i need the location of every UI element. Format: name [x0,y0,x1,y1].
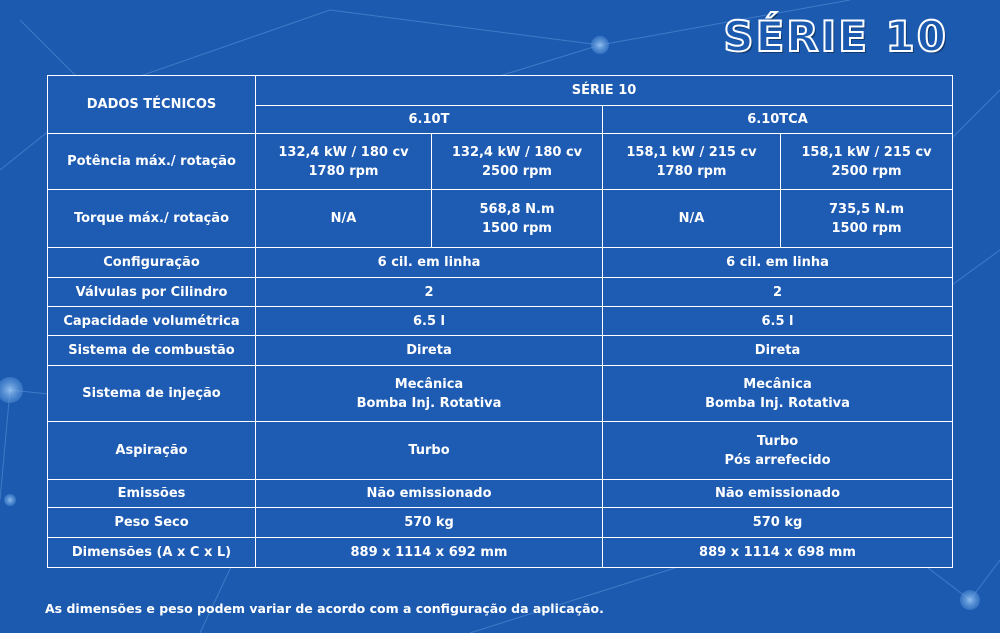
cell [781,134,953,190]
row-label: Torque máx./ rotação [48,190,256,248]
cell: N/A [256,190,432,248]
row-label: Peso Seco [48,508,256,538]
cell-line: 2500 rpm [831,163,902,179]
cell-line: 158,1 kW / 215 cv [626,144,757,160]
cell: Não emissionado [256,480,603,508]
table-row [48,278,953,307]
header-label: DADOS TÉCNICOS [86,97,217,112]
cell-line: 735,5 N.m [829,201,905,217]
cell-line: Bomba Inj. Rotativa [705,395,850,411]
model-header-6-10t: 6.10T [256,106,603,134]
header-dados-tecnicos [48,76,256,134]
cell-line: Bomba Inj. Rotativa [356,395,502,411]
table-row [48,307,953,336]
cell: 6 cil. em linha [256,248,603,278]
cell-line: 158,1 kW / 215 cv [801,144,932,160]
cell-line: Pós arrefecido [724,452,831,468]
cell-line: Turbo [756,433,799,449]
table-row [48,336,953,366]
model-header-6-10tca: 6.10TCA [603,106,953,134]
row-label: Dimensões (A x C x L) [48,538,256,568]
cell: 2 [603,278,953,307]
row-label: Válvulas por Cilindro [48,278,256,307]
row-label: Capacidade volumétrica [48,307,256,336]
cell-line: 568,8 N.m [479,201,555,217]
cell-line: 1500 rpm [831,220,902,236]
cell [432,190,603,248]
row-label: Emissões [48,480,256,508]
table-row [48,366,953,422]
cell [256,134,432,190]
row-label: Aspiração [48,422,256,480]
cell: 570 kg [603,508,953,538]
row-label: Sistema de injeção [48,366,256,422]
cell: 889 x 1114 x 698 mm [603,538,953,568]
cell: 6 cil. em linha [603,248,953,278]
row-label: Potência máx./ rotação [48,134,256,190]
cell: Turbo [256,422,603,480]
cell [781,190,953,248]
table-row [48,422,953,480]
cell-line: Mecânica [743,376,812,392]
cell: 6.5 l [256,307,603,336]
cell-line: 2500 rpm [482,163,552,179]
page-title: SÉRIE 10 [723,12,948,61]
table-row [48,134,953,190]
cell-line: 132,4 kW / 180 cv [451,144,583,160]
specs-table [47,75,953,568]
table-row [48,480,953,508]
cell: Direta [256,336,603,366]
cell-line: 1780 rpm [656,163,727,179]
cell-line: 1500 rpm [482,220,552,236]
cell: Direta [603,336,953,366]
cell: N/A [603,190,781,248]
cell: 2 [256,278,603,307]
series-header: SÉRIE 10 [256,76,953,106]
cell: Não emissionado [603,480,953,508]
table-row [48,508,953,538]
table-row [48,190,953,248]
table-row [48,538,953,568]
cell: 889 x 1114 x 692 mm [256,538,603,568]
cell [432,134,603,190]
cell [603,366,953,422]
cell: 6.5 l [603,307,953,336]
row-label: Sistema de combustão [48,336,256,366]
cell-line: 132,4 kW / 180 cv [278,144,409,160]
cell-line: Mecânica [394,376,464,392]
cell [256,366,603,422]
cell [603,422,953,480]
cell-line: 1780 rpm [308,163,379,179]
footnote: As dimensões e peso podem variar de acordo com a configuração da aplicação. [45,601,604,616]
cell: 570 kg [256,508,603,538]
table-row [48,248,953,278]
row-label: Configuração [48,248,256,278]
cell [603,134,781,190]
